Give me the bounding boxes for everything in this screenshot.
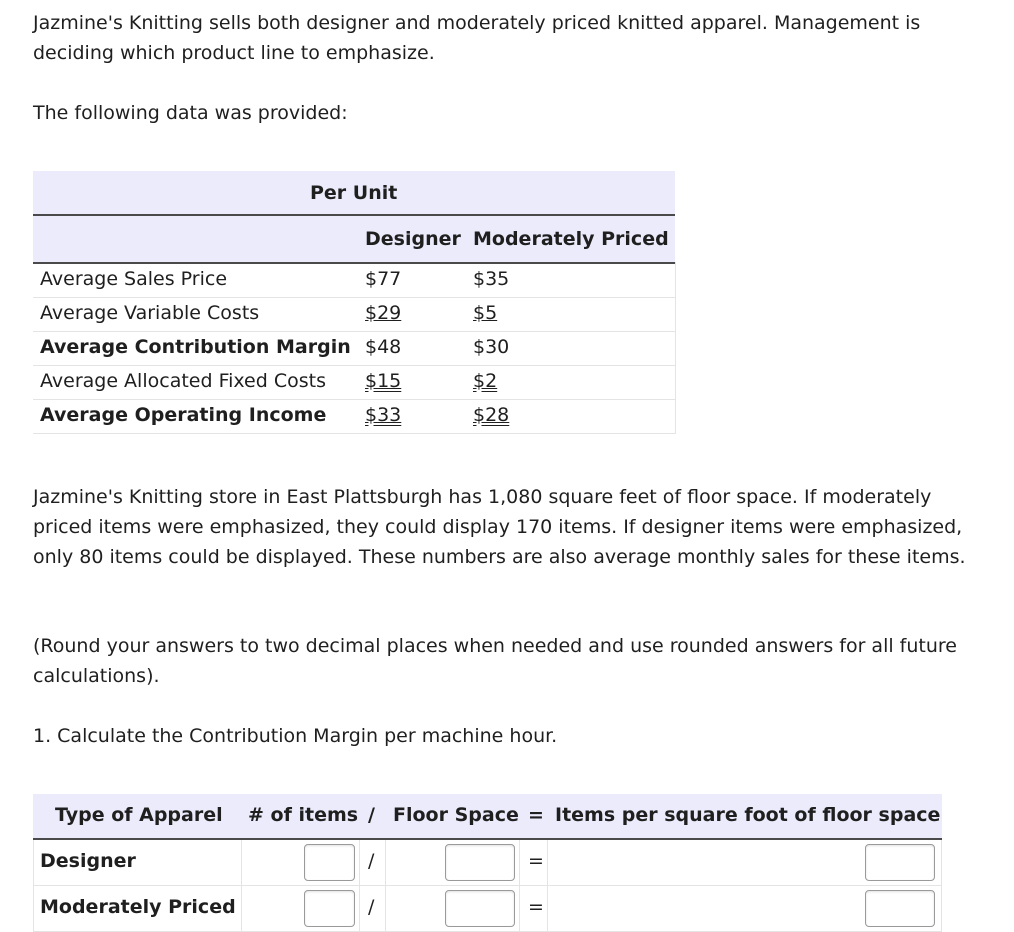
store-description-paragraph: Jazmine's Knitting store in East Plattsburgh has 1,080 square feet of floor space. If moderately priced items were emphasized, they could display 170 items. If designer items were emphasized, only 80 items could be displayed. These numbers are also average monthly sales for these items. bbox=[33, 486, 966, 568]
cell-divider bbox=[547, 840, 548, 885]
question-text: 1. Calculate the Contribution Margin per machine hour. bbox=[33, 725, 558, 747]
row-label: Average Allocated Fixed Costs bbox=[40, 370, 326, 392]
table-row bbox=[33, 886, 942, 932]
column-header-designer: Designer bbox=[365, 228, 461, 250]
row-label: Average Operating Income bbox=[40, 404, 327, 426]
row-label: Average Variable Costs bbox=[40, 302, 260, 324]
divide-operator: / bbox=[368, 896, 375, 918]
cell-divider bbox=[241, 886, 242, 931]
cell-divider bbox=[241, 840, 242, 885]
table-row bbox=[33, 366, 675, 400]
intro-paragraph: Jazmine's Knitting sells both designer and moderately priced knitted apparel. Management is deciding which product line to emphasize. bbox=[33, 12, 921, 64]
moderate-value: $28 bbox=[473, 404, 510, 426]
cell-divider bbox=[33, 840, 34, 885]
cell-divider bbox=[519, 840, 520, 885]
designer-value: $29 bbox=[365, 302, 402, 324]
column-header-row bbox=[33, 216, 675, 264]
header-items-per-square-foot: Items per square foot of floor space bbox=[555, 804, 941, 826]
cell-divider bbox=[359, 840, 360, 885]
equals-operator: = bbox=[528, 850, 544, 872]
table-row bbox=[33, 840, 942, 886]
designer-floor-space-input[interactable] bbox=[445, 844, 515, 881]
header-floor-space: Floor Space bbox=[393, 804, 519, 826]
header-type-of-apparel: Type of Apparel bbox=[55, 804, 223, 826]
header-divide-operator: / bbox=[368, 804, 375, 826]
cell-divider bbox=[519, 886, 520, 931]
table-row bbox=[33, 400, 675, 434]
designer-value: $33 bbox=[365, 404, 402, 426]
table-row bbox=[33, 332, 675, 366]
answer-table bbox=[33, 794, 942, 932]
table-row bbox=[33, 298, 675, 332]
designer-result-input[interactable] bbox=[865, 844, 935, 881]
per-unit-data-table bbox=[33, 171, 675, 434]
cell-divider bbox=[941, 886, 942, 931]
moderate-value: $35 bbox=[473, 268, 510, 290]
equals-operator: = bbox=[528, 896, 544, 918]
row-label-designer: Designer bbox=[40, 850, 136, 872]
cell-divider bbox=[33, 886, 34, 931]
row-label-moderately-priced: Moderately Priced bbox=[40, 896, 236, 918]
moderate-value: $5 bbox=[473, 302, 498, 324]
rounding-instructions: (Round your answers to two decimal places when needed and use rounded answers for all future calculations). bbox=[33, 635, 957, 687]
designer-items-input[interactable] bbox=[304, 844, 355, 881]
moderate-value: $2 bbox=[473, 370, 498, 392]
data-intro-text: The following data was provided: bbox=[33, 102, 348, 124]
header-number-of-items: # of items bbox=[248, 804, 359, 826]
answer-header-row bbox=[33, 794, 942, 840]
moderate-value: $30 bbox=[473, 336, 510, 358]
row-label: Average Sales Price bbox=[40, 268, 228, 290]
column-header-moderately-priced: Moderately Priced bbox=[473, 228, 669, 250]
designer-value: $15 bbox=[365, 370, 402, 392]
row-label: Average Contribution Margin bbox=[40, 336, 351, 358]
moderate-floor-space-input[interactable] bbox=[445, 890, 515, 927]
per-unit-label: Per Unit bbox=[310, 181, 398, 204]
designer-value: $77 bbox=[365, 268, 402, 290]
moderate-result-input[interactable] bbox=[865, 890, 935, 927]
cell-divider bbox=[359, 886, 360, 931]
cell-divider bbox=[941, 840, 942, 885]
table-row bbox=[33, 264, 675, 298]
cell-divider bbox=[547, 886, 548, 931]
cell-divider bbox=[385, 886, 386, 931]
divide-operator: / bbox=[368, 850, 375, 872]
designer-value: $48 bbox=[365, 336, 402, 358]
per-unit-header bbox=[33, 171, 675, 216]
cell-divider bbox=[385, 840, 386, 885]
moderate-items-input[interactable] bbox=[304, 890, 355, 927]
header-equals-operator: = bbox=[528, 804, 544, 826]
